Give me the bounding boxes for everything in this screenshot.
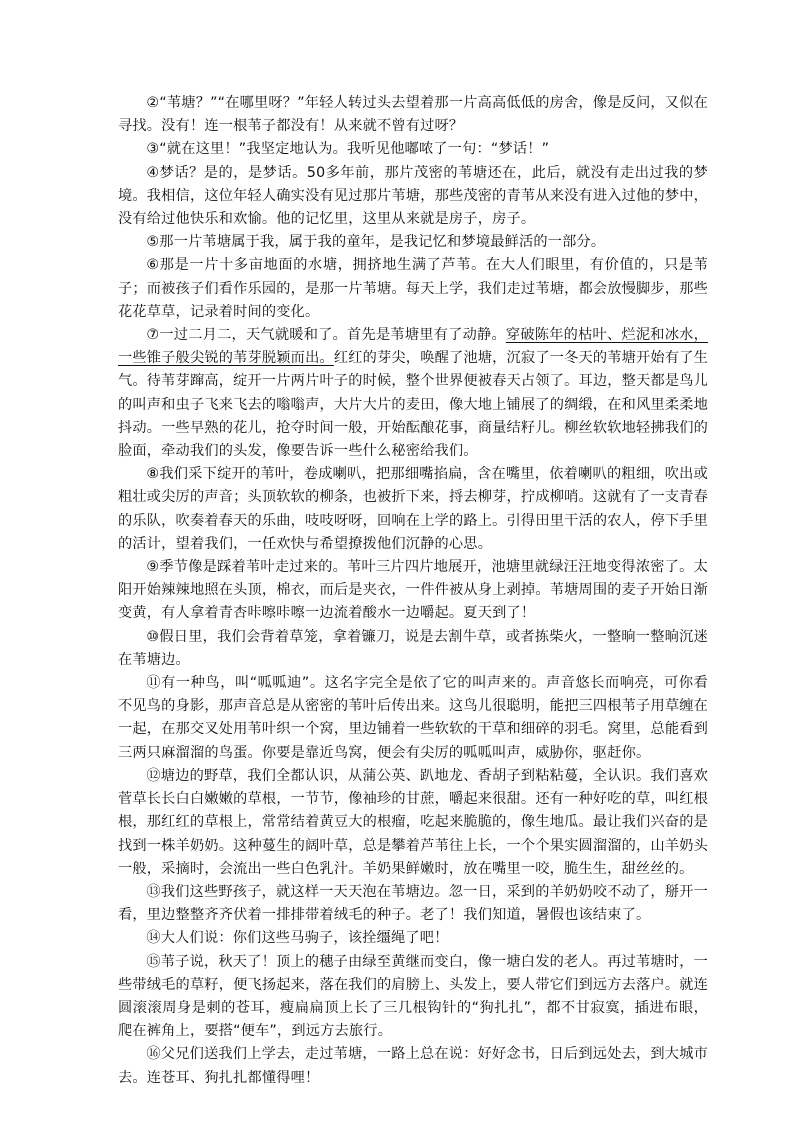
paragraph-6: ⑥那是一片十多亩地面的水塘，拥挤地生满了芦苇。在大人们眼里，有价值的，只是苇子；而被孩子们看作乐园的，是那一片苇塘。每天上学，我们走过苇塘，都会放慢脚步，那些花花草草，记录着时间的变化。 [118,257,708,320]
document-body [118,92,708,1090]
paragraph-9: ⑨季节像是踩着苇叶走过来的。苇叶三片四片地展开，池塘里就绿汪汪地变得浓密了。太阳开始辣辣地照在头顶，棉衣，而后是夹衣，一件件被从身上剥掉。苇塘周围的麦子开始日渐变黄，有人拿着青杏咔嚓咔嚓一边流着酸水一边嚼起。夏天到了！ [118,559,708,622]
paragraph-15: ⑮苇子说，秋天了！顶上的穗子由绿至黄继而变白，像一塘白发的老人。再过苇塘时，一些带绒毛的草籽，便飞扬起来，落在我们的肩膀上、头发上，要人带它们到远方去落户。就连圆滚滚周身是刺的苍耳，瘦扁扁顶上长了三几根钩针的“狗扎扎”，都不甘寂寞，插进布眼，爬在裤角上，要搭“便车”，到远方去旅行。 [118,953,708,1040]
paragraph-16: ⑯父兄们送我们上学去，走过苇塘，一路上总在说：好好念书，日后到远处去，到大城市去。连苍耳、狗扎扎都懂得哩！ [118,1046,708,1086]
paragraph-7-rest: 红红的芽尖，唤醒了池塘，沉寂了一冬天的苇塘开始有了生气。待苇芽蹿高，绽开一片两片叶子的时候，整个世界便被春天占领了。耳边，整天都是鸟儿的叫声和虫子飞来飞去的嗡嗡声，大片大片的麦田，像大地上铺展了的绸缎，在和风里柔柔地抖动。一些早熟的花儿，抢夺时间一般，开始酝酿花事，商量结籽儿。柳丝软软地轻拂我们的脸面，牵动我们的头发，像要告诉一些什么秘密给我们。 [118,350,708,460]
paragraph-7 [118,324,708,463]
paragraph-5: ⑤那一片苇塘属于我，属于我的童年，是我记忆和梦境最鲜活的一部分。 [146,234,606,251]
paragraph-13: ⑬我们这些野孩子，就这样一天天泡在苇塘边。忽一日，采到的羊奶奶咬不动了，掰开一看，里边整整齐齐伏着一排排带着绒毛的种子。老了！我们知道，暑假也该结束了。 [118,883,708,924]
paragraph-12: ⑫塘边的野草，我们全都认识，从蒲公英、趴地龙、香胡子到粘粘蔓，全认识。我们喜欢菅草长长白白嫩嫩的草根，一节节，像袖珍的甘蔗，嚼起来很甜。还有一种好吃的草，叫红根根，那红红的草根上，常常结着黄豆大的根瘤，吃起来脆脆的，像生地瓜。最让我们兴奋的是找到一株羊奶奶。这种蔓生的阔叶草，总是攀着芦苇往上长，一个个果实圆溜溜的，山羊奶头一般，采摘时，会流出一些白色乳汁。羊奶果鲜嫩时，放在嘴里一咬，脆生生，甜丝丝的。 [118,767,708,877]
paragraph-2: ②“苇塘？”“在哪里呀？”年轻人转过头去望着那一片高高低低的房舍，像是反问，又似在寻找。没有！连一根苇子都没有！从来就不曾有过呀？ [118,95,708,135]
paragraph-4: ④梦话？是的，是梦话。50多年前，那片茂密的苇塘还在，此后，就没有走出过我的梦境。我相信，这位年轻人确实没有见过那片苇塘，那些茂密的青苇从来没有进入过他的梦中，没有给过他快乐和欢愉。他的记忆里，这里从来就是房子，房子。 [118,164,708,228]
paragraph-14: ⑭大人们说：你们这些马驹子，该拴缰绳了吧！ [146,930,449,947]
underlined-sentence: 穿破陈年的枯叶、烂泥和冰水，一些锥子般尖锐的苇芽脱颖而出。 [118,327,708,367]
paragraph-11: ⑪有一种鸟，叫“呱呱迪”。这名字完全是依了它的叫声来的。声音悠长而响亮，可你看不见鸟的身影，那声音总是从密密的苇叶后传出来。这鸟儿很聪明，能把三四根苇子用草缠在一起，在那交叉处用苇叶织一个窝，里边铺着一些软软的干草和细碎的羽毛。窝里，总能看到三两只麻溜溜的鸟蛋。你要是靠近鸟窝，便会有尖厉的呱呱叫声，威胁你，驱赶你。 [118,675,708,761]
paragraph-8: ⑧我们采下绽开的苇叶，卷成喇叭，把那细嘴掐扁，含在嘴里，依着喇叭的粗细，吹出或粗壮或尖厉的声音；头顶软软的柳条，也被折下来，捋去柳芽，拧成柳哨。这就有了一支青春的乐队，吹奏着春天的乐曲，吱吱呀呀，回响在上学的路上。引得田里干活的农人，停下手里的活计，望着我们，一任欢快与希望撩拨他们沉静的心思。 [118,466,708,552]
paragraph-10: ⑩假日里，我们会背着草笼，拿着镰刀，说是去割牛草，或者拣柴火，一整晌一整晌沉迷在苇塘边。 [118,628,708,668]
paragraph-3: ③“就在这里！”我坚定地认为。我听见他嘟哝了一句：“梦话！” [146,141,550,158]
paragraph-7-lead: ⑦一过二月二，天气就暖和了。首先是苇塘里有了动静。 [146,327,506,344]
